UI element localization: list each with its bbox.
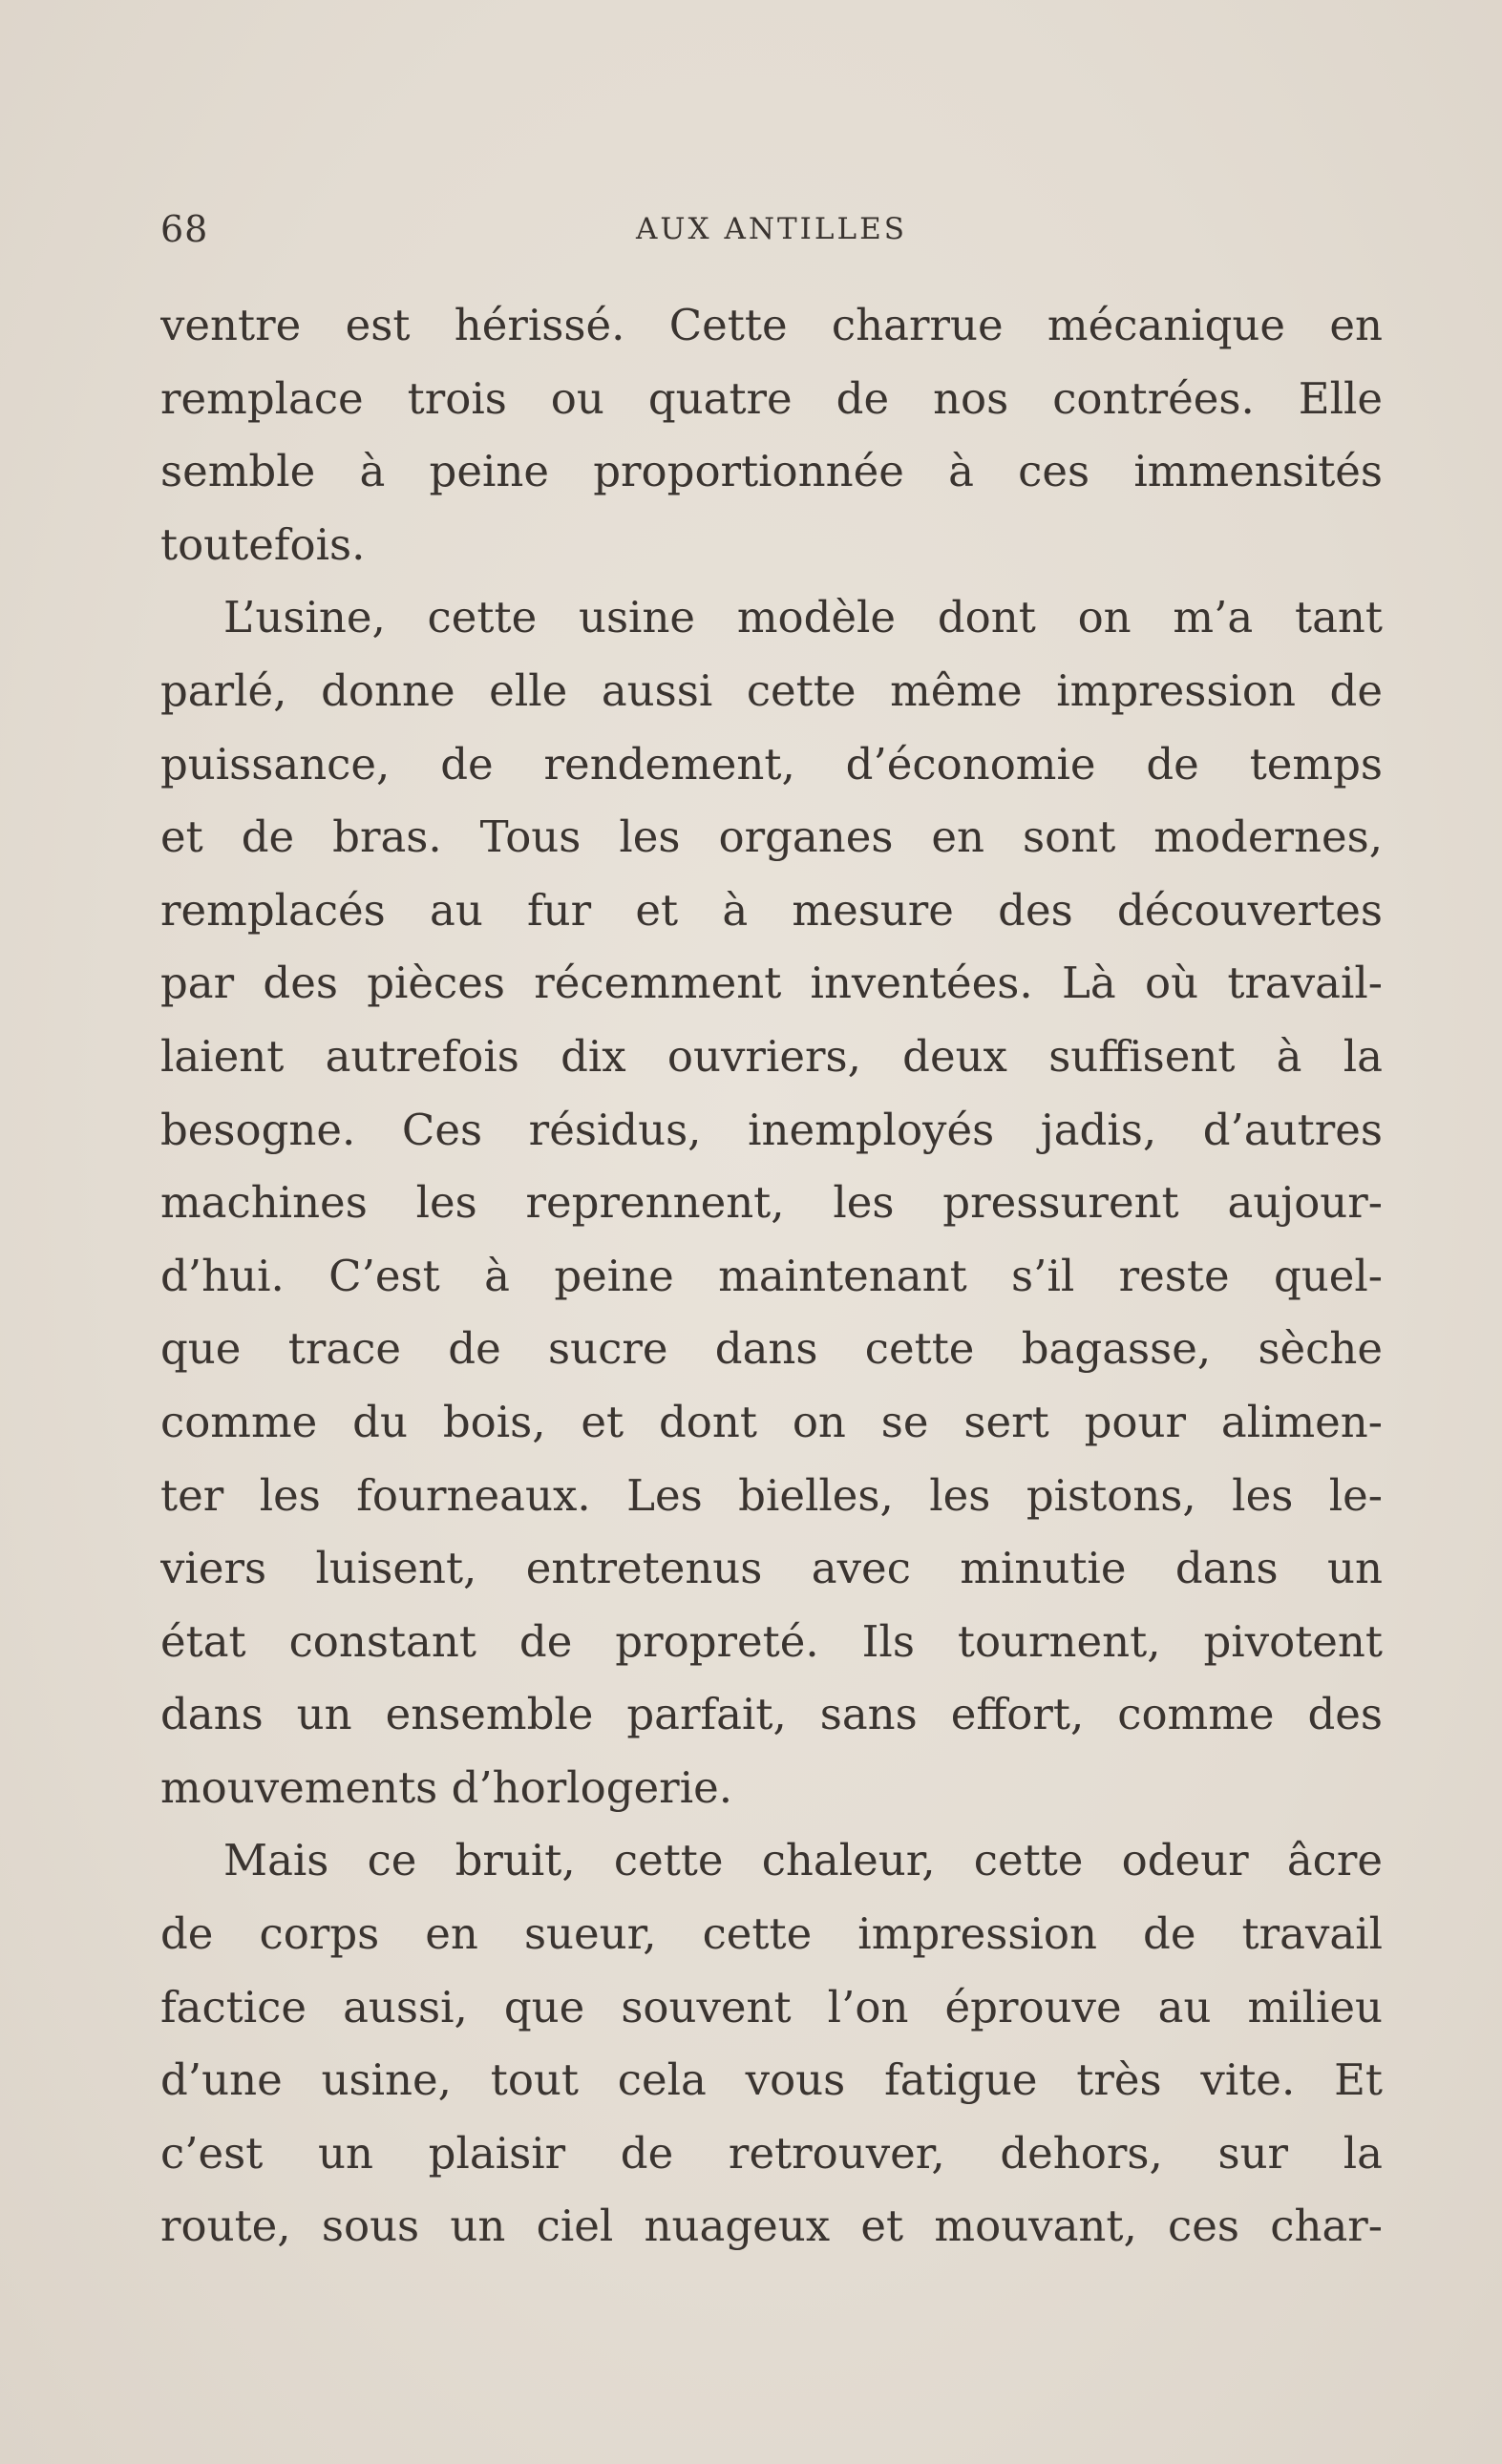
text-line: et de bras. Tous les organes en sont modernes, [160,811,1383,863]
text-line: c’est un plaisir de retrouver, dehors, sur la [160,2127,1383,2179]
text-line: remplace trois ou quatre de nos contrées. Elle [160,372,1383,424]
text-line: remplacés au fur et à mesure des découvertes [160,884,1383,936]
text-line: mouvements d’horlogerie. [160,1761,733,1813]
text-line: par des pièces récemment inventées. Là où travail- [160,958,1383,1009]
text-line: comme du bois, et dont on se sert pour alimen- [160,1396,1383,1447]
text-line: de corps en sueur, cette impression de travail [160,1908,1383,1960]
text-line: ventre est hérissé. Cette charrue mécanique en [160,300,1383,350]
text-line: d’une usine, tout cela vous fatigue très vite. Et [160,2054,1383,2106]
running-title: AUX ANTILLES [636,212,907,246]
text-line: Mais ce bruit, cette chaleur, cette odeur âcre [223,1835,1383,1886]
text-line: que trace de sucre dans cette bagasse, sèche [160,1323,1383,1375]
text-line: dans un ensemble parfait, sans effort, comme des [160,1689,1383,1740]
page-number: 68 [160,208,209,250]
text-line: puissance, de rendement, d’économie de temps [160,738,1383,790]
text-line: L’usine, cette usine modèle dont on m’a tant [223,592,1383,643]
text-line: parlé, donne elle aussi cette même impression de [160,664,1383,716]
text-line: semble à peine proportionnée à ces immensités [160,446,1383,497]
text-line: état constant de propreté. Ils tournent, pivotent [160,1615,1383,1667]
text-line: machines les reprennent, les pressurent aujour- [160,1177,1383,1229]
page-header [160,200,1383,258]
text-line: d’hui. C’est à peine maintenant s’il reste quel- [160,1250,1383,1301]
text-line: viers luisent, entretenus avec minutie dans un [160,1543,1383,1594]
text-line: besogne. Ces résidus, inemployés jadis, d’autres [160,1104,1383,1155]
text-line: laient autrefois dix ouvriers, deux suffisent à la [160,1030,1383,1082]
text-line: toutefois. [160,518,366,570]
text-line: factice aussi, que souvent l’on éprouve au milieu [160,1981,1383,2032]
body-text [160,289,1383,2264]
text-line: ter les fourneaux. Les bielles, les pistons, les le- [160,1469,1383,1521]
text-line: route, sous un ciel nuageux et mouvant, ces char- [160,2201,1383,2252]
